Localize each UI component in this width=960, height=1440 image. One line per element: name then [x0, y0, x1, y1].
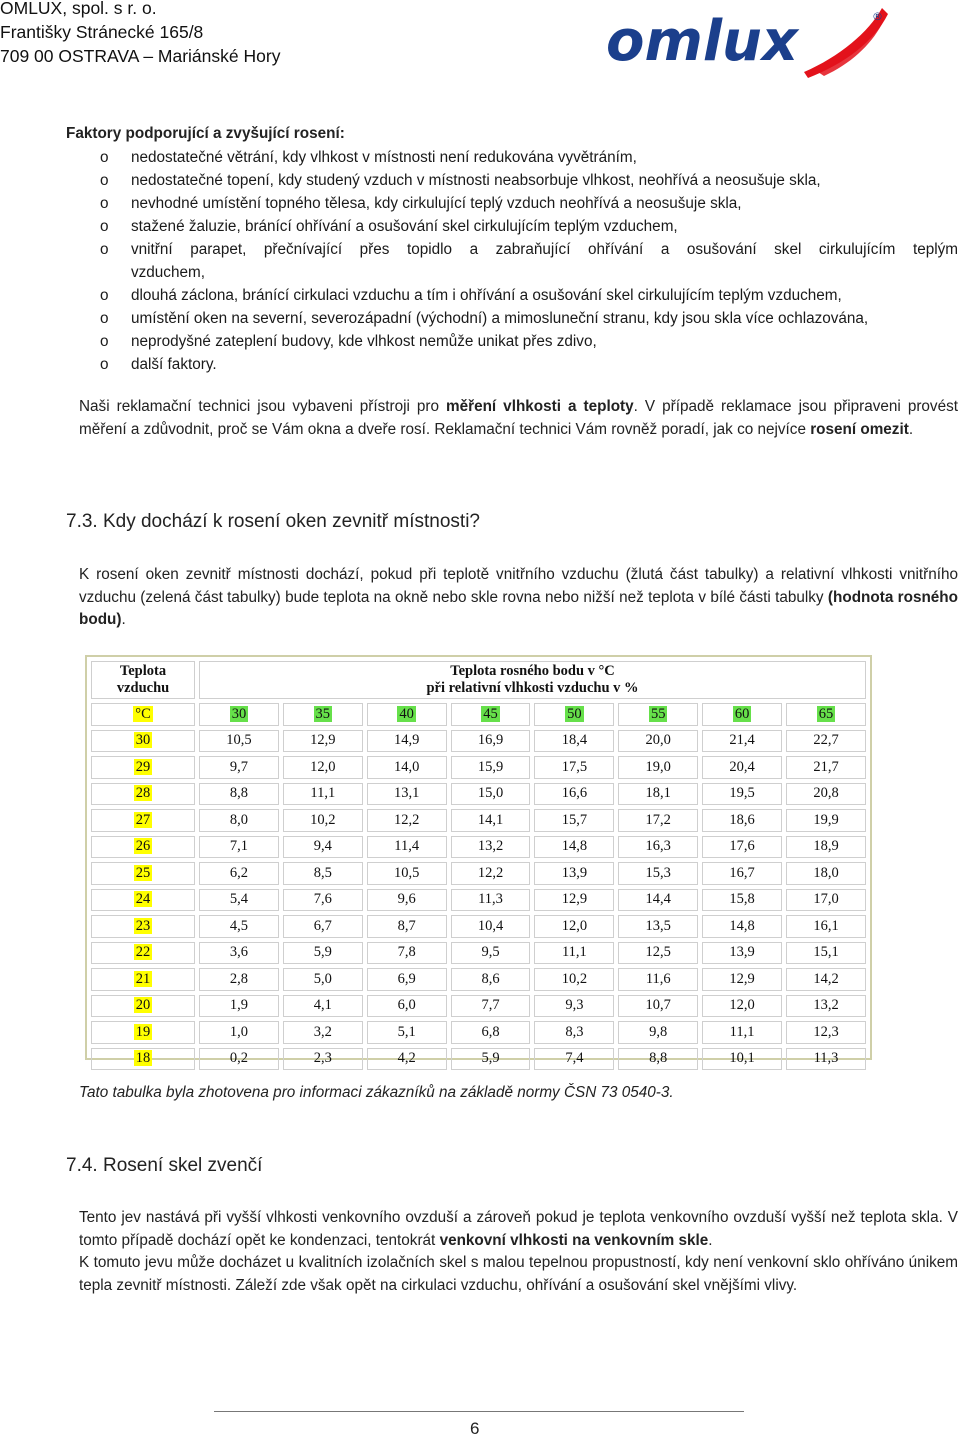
dew-point-cell: 13,2 [451, 836, 531, 859]
dew-point-cell: 7,7 [451, 995, 531, 1018]
dew-point-cell: 10,4 [451, 915, 531, 938]
dew-point-cell: 16,7 [702, 862, 782, 885]
table-note: Tato tabulka byla zhotovena pro informaci zákazníků na základě normy ČSN 73 0540-3. [79, 1084, 674, 1101]
bullet-marker: o [100, 356, 109, 373]
humidity-cell: 40 [367, 703, 447, 726]
dew-point-table-frame [85, 655, 872, 1067]
dew-point-cell: 14,4 [618, 889, 698, 912]
list-item: o umístění oken na severní, severozápadní (východní) a mimosluneční stranu, kdy jsou skla více ochlazována, [66, 307, 958, 330]
dew-point-cell: 6,9 [367, 968, 447, 991]
bullet-marker: o [100, 172, 109, 189]
bullet-marker: o [100, 218, 109, 235]
dew-point-cell: 12,0 [534, 915, 614, 938]
dew-point-cell: 22,7 [786, 730, 866, 753]
dew-point-cell: 14,2 [786, 968, 866, 991]
dew-point-cell: 4,2 [367, 1048, 447, 1071]
dew-point-cell: 5,9 [451, 1048, 531, 1071]
table-row [91, 995, 866, 1018]
dew-point-cell: 17,2 [618, 809, 698, 832]
dew-point-cell: 10,1 [702, 1048, 782, 1071]
dew-point-cell: 12,2 [367, 809, 447, 832]
footer-divider [214, 1411, 744, 1412]
dew-point-cell: 13,9 [702, 942, 782, 965]
dew-point-cell: 9,5 [451, 942, 531, 965]
dew-point-cell: 2,3 [283, 1048, 363, 1071]
dew-point-cell: 15,8 [702, 889, 782, 912]
dew-point-cell: 2,8 [199, 968, 279, 991]
dew-point-cell: 8,8 [618, 1048, 698, 1071]
dew-point-cell: 3,6 [199, 942, 279, 965]
dew-point-cell: 11,1 [283, 783, 363, 806]
dew-point-cell: 8,8 [199, 783, 279, 806]
dew-point-cell: 17,5 [534, 756, 614, 779]
list-item: o vnitřní parapet, přečnívající přes topidlo a zabraňující ohřívání a osušování skel cirkulujícím teplým [66, 238, 958, 261]
dew-point-cell: 19,5 [702, 783, 782, 806]
dew-point-cell: 6,2 [199, 862, 279, 885]
table-row [91, 915, 866, 938]
dew-point-cell: 18,9 [786, 836, 866, 859]
dew-point-cell: 19,9 [786, 809, 866, 832]
table-header-row [91, 661, 866, 699]
dew-point-cell: 10,2 [283, 809, 363, 832]
registered-mark: ® [872, 10, 883, 23]
dew-point-cell: 18,6 [702, 809, 782, 832]
dew-point-cell: 11,4 [367, 836, 447, 859]
dew-point-cell: 21,7 [786, 756, 866, 779]
dew-point-cell: 15,3 [618, 862, 698, 885]
table-row [91, 756, 866, 779]
air-temperature-cell: 19 [91, 1021, 195, 1044]
dew-point-cell: 18,0 [786, 862, 866, 885]
factors-title: Faktory podporující a zvyšující rosení: [66, 125, 345, 142]
air-temperature-cell: 24 [91, 889, 195, 912]
dew-point-cell: 20,4 [702, 756, 782, 779]
dew-point-cell: 11,6 [618, 968, 698, 991]
air-temperature-cell: 26 [91, 836, 195, 859]
air-temperature-cell: 27 [91, 809, 195, 832]
dew-point-cell: 12,5 [618, 942, 698, 965]
company-name: OMLUX, spol. s r. o. [0, 0, 157, 18]
dew-point-cell: 15,0 [451, 783, 531, 806]
dew-point-cell: 12,3 [786, 1021, 866, 1044]
dew-point-cell: 21,4 [702, 730, 782, 753]
bullet-marker: o [100, 195, 109, 212]
air-temperature-cell: 22 [91, 942, 195, 965]
table-row [91, 968, 866, 991]
dew-point-cell: 7,1 [199, 836, 279, 859]
section-7-4-paragraph: Tento jev nastává při vyšší vlhkosti venkovního ovzduší a zároveň pokud je teplota venkovního ovzduší vyšší než teplota skla. V tomto případě dochází opět ke kondenzaci, tentokrát venkovní vlhkosti na venkovním skle. [79, 1209, 958, 1249]
dew-point-cell: 14,8 [702, 915, 782, 938]
dew-point-cell: 15,1 [786, 942, 866, 965]
list-item: o nedostatečné větrání, kdy vlhkost v místnosti není redukována vyvětráním, [66, 146, 958, 169]
dew-point-cell: 8,5 [283, 862, 363, 885]
dew-point-cell: 13,2 [786, 995, 866, 1018]
dew-point-cell: 9,7 [199, 756, 279, 779]
dew-point-cell: 13,1 [367, 783, 447, 806]
page-number: 6 [470, 1419, 480, 1438]
dew-point-cell: 12,9 [283, 730, 363, 753]
dew-point-cell: 5,1 [367, 1021, 447, 1044]
air-temperature-cell: 30 [91, 730, 195, 753]
dew-point-cell: 14,0 [367, 756, 447, 779]
dew-point-cell: 8,7 [367, 915, 447, 938]
dew-point-cell: 3,2 [283, 1021, 363, 1044]
dew-point-cell: 7,6 [283, 889, 363, 912]
air-temperature-cell: 25 [91, 862, 195, 885]
dew-point-cell: 15,9 [451, 756, 531, 779]
dew-point-cell: 18,4 [534, 730, 614, 753]
section-7-3-paragraph: K rosení oken zevnitř místnosti dochází, pokud při teplotě vnitřního vzduchu (žlutá část tabulky) a relativní vlhkosti vnitřního vzduchu (zelená část tabulky) bude teplota na okně nebo skle rovna nebo nižší než teplota v bílé části tabulky (hodnota rosného bodu). [79, 566, 958, 628]
air-temperature-cell: 23 [91, 915, 195, 938]
dew-point-cell: 8,6 [451, 968, 531, 991]
dew-point-cell: 9,6 [367, 889, 447, 912]
humidity-cell: 45 [451, 703, 531, 726]
section-heading-7-4: 7.4. Rosení skel zvenčí [66, 1155, 263, 1176]
bullet-marker: o [100, 333, 109, 350]
dew-point-cell: 11,1 [702, 1021, 782, 1044]
dew-point-cell: 7,8 [367, 942, 447, 965]
air-temperature-cell: 20 [91, 995, 195, 1018]
list-item: o stažené žaluzie, bránící ohřívání a osušování skel cirkulujícím teplým vzduchem, [66, 215, 958, 238]
dew-point-cell: 18,1 [618, 783, 698, 806]
table-row [91, 1021, 866, 1044]
list-item: o neprodyšné zateplení budovy, kde vlhkost nemůže unikat přes zdivo, [66, 330, 958, 353]
air-temperature-cell: 21 [91, 968, 195, 991]
dew-point-cell: 10,5 [367, 862, 447, 885]
list-item-continuation: vzduchem, [131, 264, 205, 281]
dew-point-cell: 12,0 [702, 995, 782, 1018]
dew-point-cell: 12,2 [451, 862, 531, 885]
section-heading-7-3: 7.3. Kdy dochází k rosení oken zevnitř místnosti? [66, 511, 480, 532]
dew-point-cell: 0,2 [199, 1048, 279, 1071]
dew-point-cell: 5,9 [283, 942, 363, 965]
dew-point-cell: 11,1 [534, 942, 614, 965]
dew-point-cell: 5,4 [199, 889, 279, 912]
dew-point-cell: 13,9 [534, 862, 614, 885]
humidity-cell: 50 [534, 703, 614, 726]
table-row [91, 1048, 866, 1071]
humidity-row [91, 703, 866, 726]
dew-point-cell: 17,6 [702, 836, 782, 859]
dew-point-cell: 19,0 [618, 756, 698, 779]
list-item: o nevhodné umístění topného tělesa, kdy cirkulující teplý vzduch neohřívá a neosušuje skla, [66, 192, 958, 215]
logo-text: omlux [606, 9, 799, 74]
dew-point-cell: 11,3 [786, 1048, 866, 1071]
dew-point-cell: 14,1 [451, 809, 531, 832]
dew-point-cell: 16,1 [786, 915, 866, 938]
unit-cell: °C [91, 703, 195, 726]
bullet-marker: o [100, 310, 109, 327]
dew-point-cell: 17,0 [786, 889, 866, 912]
table-row [91, 889, 866, 912]
table-row [91, 836, 866, 859]
dew-point-cell: 14,9 [367, 730, 447, 753]
dew-point-cell: 1,9 [199, 995, 279, 1018]
humidity-cell: 35 [283, 703, 363, 726]
table-row [91, 942, 866, 965]
section-7-4-paragraph-2: K tomuto jevu může docházet u kvalitních izolačních skel s malou tepelnou propustností, kdy není venkovní sklo ohříváno únikem tepla zevnitř místnosti. Záleží zde však opět na cirkulaci vzduchu, ohřívání a osušování skel vnějšími vlivy. [79, 1254, 958, 1294]
dew-point-cell: 11,3 [451, 889, 531, 912]
company-city: 709 00 OSTRAVA – Mariánské Hory [0, 46, 281, 66]
dew-point-cell: 14,8 [534, 836, 614, 859]
factors-list [66, 146, 958, 376]
humidity-cell: 30 [199, 703, 279, 726]
dew-point-cell: 20,8 [786, 783, 866, 806]
dew-point-cell: 9,8 [618, 1021, 698, 1044]
dew-point-cell: 16,6 [534, 783, 614, 806]
dew-point-cell: 13,5 [618, 915, 698, 938]
dew-point-cell: 6,8 [451, 1021, 531, 1044]
bullet-marker: o [100, 241, 109, 258]
list-item: o další faktory. [66, 353, 958, 376]
list-item: o nedostatečné topení, kdy studený vzduch v místnosti neabsorbuje vlhkost, neohřívá a neosušuje skla, [66, 169, 958, 192]
air-temperature-header: Teplota vzduchu [91, 661, 195, 699]
dew-point-cell: 9,4 [283, 836, 363, 859]
table-row [91, 730, 866, 753]
dew-point-cell: 4,1 [283, 995, 363, 1018]
air-temperature-cell: 29 [91, 756, 195, 779]
company-address [0, 0, 280, 68]
dew-point-header: Teplota rosného bodu v °C při relativní vlhkosti vzduchu v % [199, 661, 866, 699]
list-item: o dlouhá záclona, bránící cirkulaci vzduchu a tím i ohřívání a osušování skel cirkulujícím teplým vzduchem, [66, 284, 958, 307]
bullet-marker: o [100, 287, 109, 304]
table-row [91, 809, 866, 832]
dew-point-cell: 8,0 [199, 809, 279, 832]
dew-point-cell: 16,9 [451, 730, 531, 753]
dew-point-cell: 12,0 [283, 756, 363, 779]
omlux-logo [604, 2, 894, 82]
dew-point-cell: 20,0 [618, 730, 698, 753]
dew-point-table [87, 657, 870, 1074]
dew-point-cell: 12,9 [702, 968, 782, 991]
dew-point-cell: 9,3 [534, 995, 614, 1018]
dew-point-cell: 1,0 [199, 1021, 279, 1044]
humidity-cell: 55 [618, 703, 698, 726]
dew-point-cell: 10,2 [534, 968, 614, 991]
dew-point-cell: 6,7 [283, 915, 363, 938]
dew-point-cell: 8,3 [534, 1021, 614, 1044]
air-temperature-cell: 18 [91, 1048, 195, 1071]
dew-point-cell: 15,7 [534, 809, 614, 832]
dew-point-cell: 7,4 [534, 1048, 614, 1071]
table-row [91, 862, 866, 885]
air-temperature-cell: 28 [91, 783, 195, 806]
dew-point-cell: 5,0 [283, 968, 363, 991]
table-row [91, 783, 866, 806]
dew-point-cell: 10,7 [618, 995, 698, 1018]
bullet-marker: o [100, 149, 109, 166]
dew-point-cell: 6,0 [367, 995, 447, 1018]
company-street: Františky Stránecké 165/8 [0, 22, 204, 42]
humidity-cell: 65 [786, 703, 866, 726]
dew-point-cell: 12,9 [534, 889, 614, 912]
technicians-paragraph: Naši reklamační technici jsou vybaveni přístroji pro měření vlhkosti a teploty. V případě reklamace jsou připraveni provést měření a zdůvodnit, proč se Vám okna a dveře rosí. Reklamační technici Vám rovněž poradí, jak co nejvíce rosení omezit. [79, 398, 958, 438]
dew-point-cell: 10,5 [199, 730, 279, 753]
dew-point-cell: 16,3 [618, 836, 698, 859]
humidity-cell: 60 [702, 703, 782, 726]
dew-point-cell: 4,5 [199, 915, 279, 938]
